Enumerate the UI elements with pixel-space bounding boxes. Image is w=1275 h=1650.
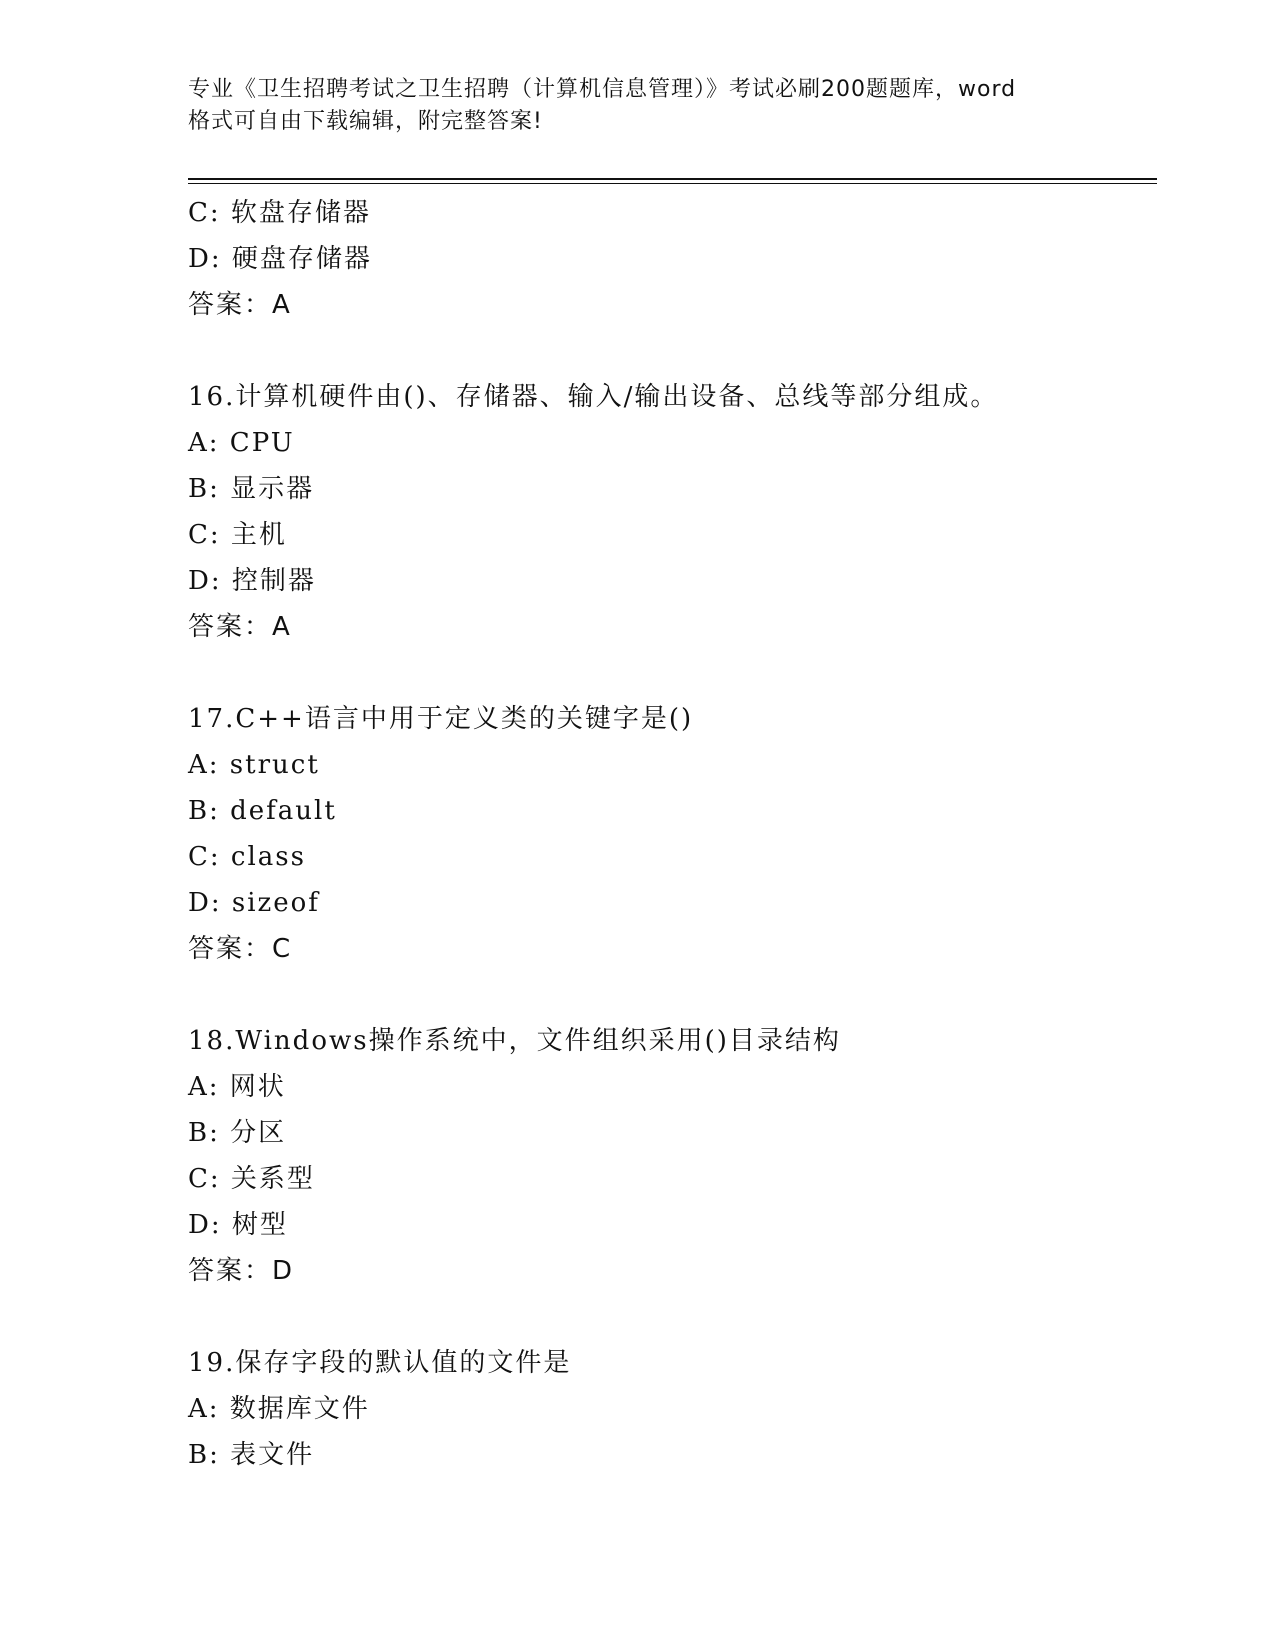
option-c: C: 软盘存储器 — [188, 198, 371, 228]
option-a: A: struct — [188, 750, 320, 780]
question-text: 18.Windows操作系统中，文件组织采用()目录结构 — [188, 1026, 841, 1056]
document-header — [188, 74, 1108, 138]
option-c: C: 关系型 — [188, 1164, 315, 1194]
option-d: D: sizeof — [188, 888, 320, 918]
spacer — [188, 328, 1157, 374]
option-a: A: 网状 — [188, 1072, 286, 1102]
question-block-15 — [188, 190, 1157, 328]
option-b: B: 表文件 — [188, 1440, 315, 1470]
question-list — [188, 190, 1157, 1478]
question-block-16 — [188, 374, 1157, 650]
question-block-17 — [188, 696, 1157, 972]
spacer — [188, 1294, 1157, 1340]
answer-text: 答案：D — [188, 1256, 295, 1286]
spacer — [188, 972, 1157, 1018]
question-block-18 — [188, 1018, 1157, 1294]
question-text: 17.C++语言中用于定义类的关键字是() — [188, 704, 694, 734]
header-rule-thick — [188, 178, 1157, 180]
answer-text: 答案：C — [188, 934, 293, 964]
option-b: B: default — [188, 796, 337, 826]
header-line-1: 专业《卫生招聘考试之卫生招聘（计算机信息管理）》考试必刷200题题库，word — [188, 77, 1017, 102]
question-text: 19.保存字段的默认值的文件是 — [188, 1348, 572, 1378]
answer-text: 答案：A — [188, 612, 292, 642]
option-c: C: class — [188, 842, 306, 872]
header-rule-thin — [188, 183, 1157, 184]
option-a: A: 数据库文件 — [188, 1394, 370, 1424]
header-line-2: 格式可自由下载编辑，附完整答案! — [188, 109, 543, 134]
option-d: D: 硬盘存储器 — [188, 244, 372, 274]
answer-text: 答案：A — [188, 290, 292, 320]
option-d: D: 控制器 — [188, 566, 316, 596]
option-d: D: 树型 — [188, 1210, 288, 1240]
question-text: 16.计算机硬件由()、存储器、输入/输出设备、总线等部分组成。 — [188, 382, 999, 412]
option-b: B: 显示器 — [188, 474, 315, 504]
option-c: C: 主机 — [188, 520, 287, 550]
spacer — [188, 650, 1157, 696]
option-a: A: CPU — [188, 428, 295, 458]
option-b: B: 分区 — [188, 1118, 287, 1148]
question-block-19 — [188, 1340, 1157, 1478]
